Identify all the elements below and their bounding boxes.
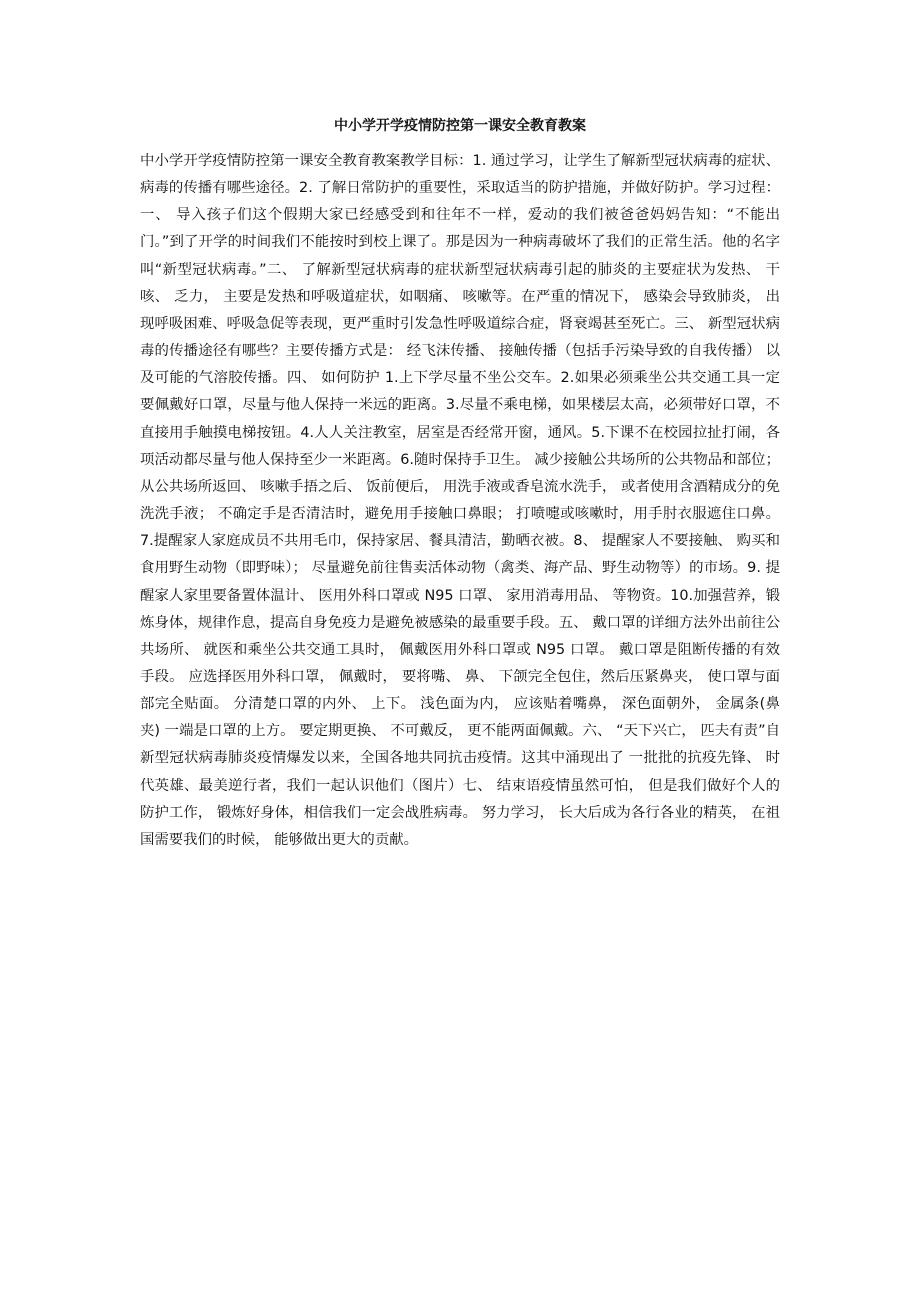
document-body-text: 中小学开学疫情防控第一课安全教育教案教学目标：1. 通过学习，让学生了解新型冠状病毒的症状、病毒的传播有哪些途径。2. 了解日常防护的重要性，采取适当的防护措施，并做好防护。学习过程：一、 导入孩子们这个假期大家已经感受到和往年不一样，爱动的我们被爸爸妈妈告知：“不能出门。”到了开学的时间我们不能按时到校上课了。那是因为一种病毒破坏了我们的正常生活。他的名字叫“新型冠状病毒。”二、 了解新型冠状病毒的症状新型冠状病毒引起的肺炎的主要症状为发热、 干咳、 乏力， 主要是发热和呼吸道症状，如咽痛、 咳嗽等。在严重的情况下， 感染会导致肺炎， 出现呼吸困难、呼吸急促等表现，更严重时引发急性呼吸道综合症，肾衰竭甚至死亡。三、 新型冠状病毒的传播途径有哪些？主要传播方式是： 经飞沫传播、 接触传播（包括手污染导致的自我传播） 以及可能的气溶胶传播。四、 如何防护 1.上下学尽量不坐公交车。2.如果必须乘坐公共交通工具一定要佩戴好口罩，尽量与他人保持一米远的距离。3.尽量不乘电梯，如果楼层太高，必须带好口罩，不直接用手触摸电梯按钮。4.人人关注教室，居室是否经常开窗，通风。5.下课不在校园拉扯打闹，各项活动都尽量与他人保持至少一米距离。6.随时保持手卫生。 减少接触公共场所的公共物品和部位； 从公共场所返回、 咳嗽手捂之后、 饭前便后， 用洗手液或香皂流水洗手， 或者使用含酒精成分的免洗洗手液； 不确定手是否清洁时，避免用手接触口鼻眼； 打喷嚏或咳嗽时，用手肘衣服遮住口鼻。7.提醒家人家庭成员不共用毛巾，保持家居、餐具清洁，勤晒衣被。8、 提醒家人不要接触、 购买和食用野生动物（即野味）； 尽量避免前往售卖活体动物（禽类、海产品、野生动物等）的市场。9. 提醒家人家里要备置体温计、 医用外科口罩或 N95 口罩、 家用消毒用品、 等物资。10.加强营养，锻炼身体，规律作息，提高自身免疫力是避免被感染的最重要手段。五、 戴口罩的详细方法外出前往公共场所、 就医和乘坐公共交通工具时， 佩戴医用外科口罩或 N95 口罩。 戴口罩是阻断传播的有效手段。 应选择医用外科口罩， 佩戴时， 要将嘴、 鼻、 下颌完全包住，然后压紧鼻夹， 使口罩与面部完全贴面。 分清楚口罩的内外、 上下。 浅色面为内， 应该贴着嘴鼻， 深色面朝外， 金属条(鼻夹) 一端是口罩的上方。 要定期更换、 不可戴反， 更不能两面佩戴。六、 “天下兴亡， 匹夫有责”自新型冠状病毒肺炎疫情爆发以来，全国各地共同抗击疫情。这其中涌现出了 一批批的抗疫先锋、 时代英雄、最美逆行者，我们一起认识他们（图片）七、 结束语疫情虽然可怕， 但是我们做好个人的防护工作， 锻炼好身体，相信我们一定会战胜病毒。 努力学习， 长大后成为各行各业的精英， 在祖国需要我们的时候， 能够做出更大的贡献。	[140, 153, 780, 848]
document-title: 中小学开学疫情防控第一课安全教育教案	[334, 118, 586, 134]
